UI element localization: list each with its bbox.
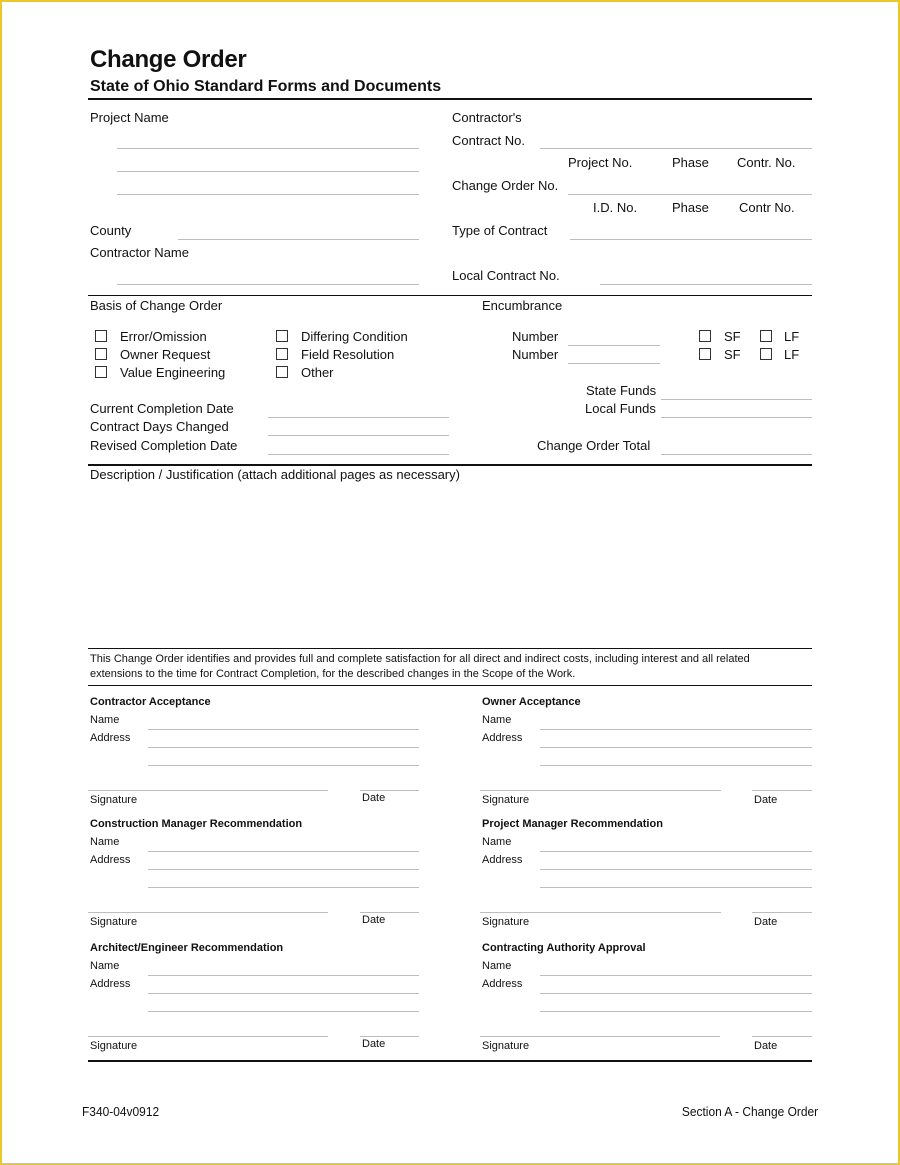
project-name-line-3[interactable] (117, 194, 419, 195)
encumbrance-number-label-1: Number (512, 329, 559, 344)
section-rule-3 (88, 648, 812, 649)
description-label: Description / Justification (attach additional pages as necessary) (90, 467, 460, 482)
ae-address-label: Address (90, 978, 131, 990)
ae-signature-label: Signature (90, 1040, 138, 1052)
state-funds-label: State Funds (586, 383, 657, 398)
ae-date-field[interactable] (360, 1036, 419, 1037)
cm-name-label: Name (90, 836, 120, 848)
statement-line-1: This Change Order identifies and provides full and complete satisfaction for all direct and indirect costs, including interest and all related (90, 653, 750, 665)
pm-date-field[interactable] (752, 912, 812, 913)
section-rule-1 (88, 295, 812, 296)
checkbox-lf-2[interactable] (760, 348, 772, 360)
revised-completion-field[interactable] (268, 454, 449, 455)
basis-label: Basis of Change Order (90, 298, 223, 313)
contractor-date-label: Date (362, 792, 386, 804)
ca-signature-field[interactable] (480, 1036, 720, 1037)
ca-date-field[interactable] (752, 1036, 812, 1037)
checkbox-owner-request[interactable] (95, 348, 107, 360)
owner-address-field-1[interactable] (540, 747, 812, 748)
ae-date-label: Date (362, 1038, 386, 1050)
contr-no-label: Contr. No. (737, 155, 796, 170)
type-of-contract-field[interactable] (570, 239, 812, 240)
section-rule-4 (88, 685, 812, 686)
header-rule (88, 98, 812, 100)
ae-recommendation-title: Architect/Engineer Recommendation (90, 942, 284, 954)
local-funds-label: Local Funds (585, 401, 656, 416)
description-area[interactable] (88, 486, 812, 646)
contractor-address-label: Address (90, 732, 131, 744)
ca-name-field[interactable] (540, 975, 812, 976)
days-changed-label: Contract Days Changed (90, 419, 229, 434)
cm-address-label: Address (90, 854, 131, 866)
revised-completion-label: Revised Completion Date (90, 438, 238, 453)
contractor-address-field-1[interactable] (148, 747, 419, 748)
contract-no-field[interactable] (540, 148, 812, 149)
sf-label-2: SF (724, 347, 741, 362)
type-of-contract-label: Type of Contract (452, 223, 548, 238)
owner-date-field[interactable] (752, 790, 812, 791)
change-order-no-label: Change Order No. (452, 178, 559, 193)
cm-recommendation-title: Construction Manager Recommendation (90, 818, 303, 830)
lf-label-1: LF (784, 329, 800, 344)
owner-name-field[interactable] (540, 729, 812, 730)
ae-name-label: Name (90, 960, 120, 972)
change-order-no-field[interactable] (568, 194, 812, 195)
local-contract-no-label: Local Contract No. (452, 268, 560, 283)
local-contract-no-field[interactable] (600, 284, 812, 285)
county-field[interactable] (178, 239, 419, 240)
option-field-resolution-label: Field Resolution (301, 347, 395, 362)
owner-date-label: Date (754, 794, 778, 806)
pm-address-label: Address (482, 854, 523, 866)
option-error-omission-label: Error/Omission (120, 329, 207, 344)
ae-address-field-1[interactable] (148, 993, 419, 994)
project-name-label: Project Name (90, 110, 169, 125)
owner-signature-label: Signature (482, 794, 530, 806)
option-value-engineering-label: Value Engineering (120, 365, 226, 380)
local-funds-field[interactable] (661, 417, 812, 418)
ca-date-label: Date (754, 1040, 778, 1052)
ae-signature-field[interactable] (88, 1036, 328, 1037)
contractor-name-label: Name (90, 714, 120, 726)
option-owner-request-label: Owner Request (120, 347, 211, 362)
ae-name-field[interactable] (148, 975, 419, 976)
owner-acceptance-title: Owner Acceptance (482, 696, 581, 708)
cm-address-field-1[interactable] (148, 869, 419, 870)
ca-address-field-1[interactable] (540, 993, 812, 994)
bottom-rule (88, 1060, 812, 1062)
checkbox-field-resolution[interactable] (276, 348, 288, 360)
phase2-label: Phase (672, 200, 709, 215)
checkbox-value-engineering[interactable] (95, 366, 107, 378)
checkbox-sf-2[interactable] (699, 348, 711, 360)
contractor-acceptance-title: Contractor Acceptance (90, 696, 211, 708)
ca-address-label: Address (482, 978, 523, 990)
ca-address-field-2[interactable] (540, 1011, 812, 1012)
section-label: Section A - Change Order (681, 1104, 818, 1119)
contractors-label: Contractor's (452, 110, 522, 125)
pm-name-label: Name (482, 836, 512, 848)
project-name-line-2[interactable] (117, 171, 419, 172)
checkbox-other[interactable] (276, 366, 288, 378)
project-name-line-1[interactable] (117, 148, 419, 149)
section-rule-2 (88, 464, 812, 466)
checkbox-sf-1[interactable] (699, 330, 711, 342)
pm-address-field-1[interactable] (540, 869, 812, 870)
encumbrance-number-field-2[interactable] (568, 363, 660, 364)
contractor-signature-field[interactable] (88, 790, 328, 791)
cm-date-field[interactable] (360, 912, 419, 913)
statement-line-2: extensions to the time for Contract Completion, for the described changes in the Scope of the Work. (90, 668, 576, 680)
contractor-signature-label: Signature (90, 794, 138, 806)
contr-no2-label: Contr No. (739, 200, 795, 215)
ca-signature-label: Signature (482, 1040, 530, 1052)
pm-date-label: Date (754, 916, 778, 928)
pm-recommendation-title: Project Manager Recommendation (482, 818, 663, 830)
cm-signature-field[interactable] (88, 912, 328, 913)
pm-signature-field[interactable] (480, 912, 721, 913)
state-funds-field[interactable] (661, 399, 812, 400)
pm-signature-label: Signature (482, 916, 530, 928)
owner-name-label: Name (482, 714, 512, 726)
county-label: County (90, 223, 132, 238)
cm-signature-label: Signature (90, 916, 138, 928)
pm-address-field-2[interactable] (540, 887, 812, 888)
page-subtitle: State of Ohio Standard Forms and Documents (90, 78, 442, 95)
lf-label-2: LF (784, 347, 800, 362)
cm-date-label: Date (362, 914, 386, 926)
page-title: Change Order (90, 46, 247, 73)
encumbrance-number-label-2: Number (512, 347, 559, 362)
checkbox-lf-1[interactable] (760, 330, 772, 342)
ae-address-field-2[interactable] (148, 1011, 419, 1012)
encumbrance-number-field-1[interactable] (568, 345, 660, 346)
days-changed-field[interactable] (268, 435, 449, 436)
contractor-name-field[interactable] (148, 729, 419, 730)
contractor-address-field-2[interactable] (148, 765, 419, 766)
cm-name-field[interactable] (148, 851, 419, 852)
contractor-name-field[interactable] (117, 284, 419, 285)
checkbox-differing-condition[interactable] (276, 330, 288, 342)
contractor-name-label: Contractor Name (90, 245, 189, 260)
option-other-label: Other (301, 365, 334, 380)
current-completion-label: Current Completion Date (90, 401, 234, 416)
owner-signature-field[interactable] (480, 790, 721, 791)
owner-address-field-2[interactable] (540, 765, 812, 766)
id-no-label: I.D. No. (593, 200, 638, 215)
project-no-label: Project No. (568, 155, 633, 170)
cm-address-field-2[interactable] (148, 887, 419, 888)
contract-no-label: Contract No. (452, 133, 525, 148)
owner-address-label: Address (482, 732, 523, 744)
ca-name-label: Name (482, 960, 512, 972)
pm-name-field[interactable] (540, 851, 812, 852)
option-differing-condition-label: Differing Condition (301, 329, 408, 344)
encumbrance-label: Encumbrance (482, 298, 563, 313)
phase-label: Phase (672, 155, 709, 170)
form-code: F340-04v0912 (82, 1104, 160, 1119)
change-order-total-label: Change Order Total (537, 438, 651, 453)
contractor-date-field[interactable] (360, 790, 419, 791)
sf-label-1: SF (724, 329, 741, 344)
current-completion-field[interactable] (268, 417, 449, 418)
ca-approval-title: Contracting Authority Approval (482, 942, 646, 954)
checkbox-error-omission[interactable] (95, 330, 107, 342)
change-order-total-field[interactable] (661, 454, 812, 455)
